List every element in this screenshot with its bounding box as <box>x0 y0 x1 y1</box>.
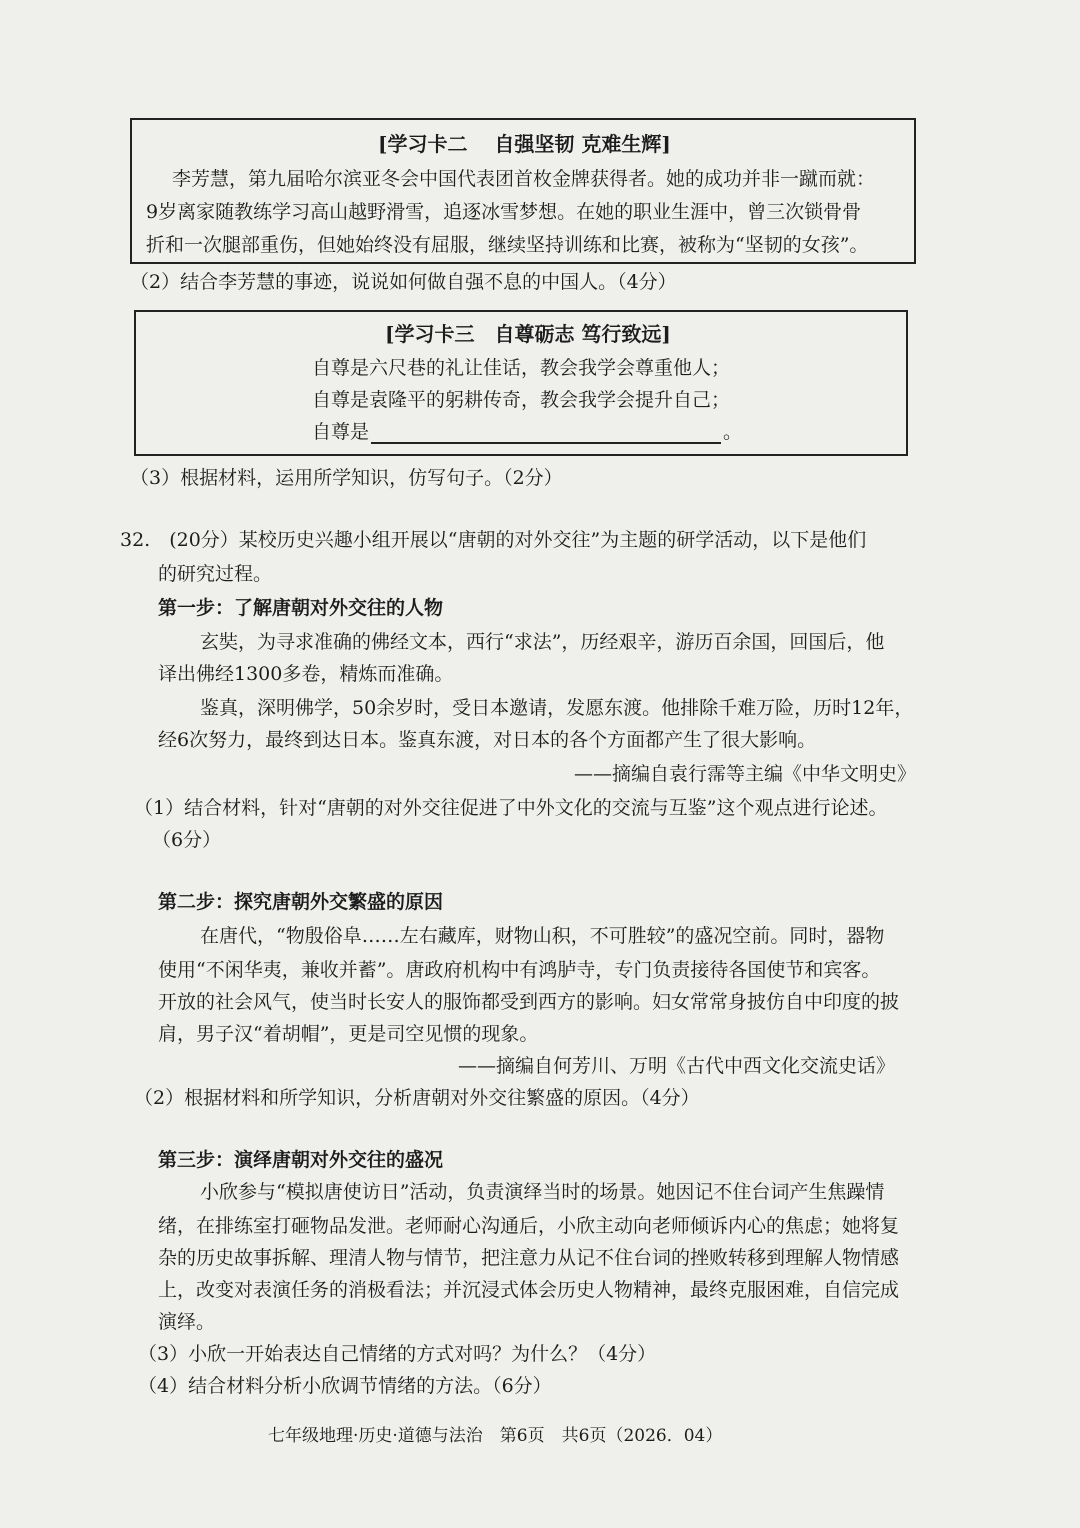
card-two-line-2: 9岁离家随教练学习高山越野滑雪，追逐冰雪梦想。在她的职业生涯中，曾三次锁骨骨 <box>146 201 862 223</box>
card-two-title: [学习卡二 自强坚韧 克难生辉] <box>378 132 671 156</box>
question-3-card: （3）根据材料，运用所学知识，仿写句子。（2分） <box>130 467 563 489</box>
question-32-intro: 32. (20分）某校历史兴趣小组开展以“唐朝的对外交往”为主题的研学活动，以下是他们 <box>120 529 867 551</box>
step-two-source: ——摘编自何芳川、万明《古代中西文化交流史话》 <box>458 1055 896 1077</box>
step-three-line-5: 演绎。 <box>158 1311 216 1333</box>
step-two-line-1: 在唐代，“物殷俗阜……左右藏库，财物山积，不可胜较”的盛况空前。同时，器物 <box>200 925 885 947</box>
card-three-line-2: 自尊是袁隆平的躬耕传奇，教会我学会提升自己； <box>312 389 731 411</box>
step-one-line-2: 译出佛经1300多卷，精炼而准确。 <box>158 663 454 685</box>
step-two-heading: 第二步：探究唐朝外交繁盛的原因 <box>158 891 444 913</box>
step-one-line-3: 鉴真，深明佛学，50余岁时，受日本邀请，发愿东渡。他排除千难万险，历时12年， <box>200 697 914 719</box>
card-three-title: [学习卡三 自尊砺志 笃行致远] <box>385 322 671 346</box>
card-three-line-1: 自尊是六尺巷的礼让佳话，教会我学会尊重他人； <box>312 357 731 379</box>
card-two-line-3: 折和一次腿部重伤，但她始终没有屈服，继续坚持训练和比赛，被称为“坚韧的女孩”。 <box>146 234 869 256</box>
step-two-line-2: 使用“不闲华夷，兼收并蓄”。唐政府机构中有鸿胪寺，专门负责接待各国使节和宾客。 <box>158 959 881 981</box>
step-three-line-4: 上，改变对表演任务的消极看法；并沉浸式体会历史人物精神，最终克服困难，自信完成 <box>158 1279 900 1301</box>
question-32-1: （1）结合材料，针对“唐朝的对外交往促进了中外文化的交流与互鉴”这个观点进行论述。 <box>134 797 888 819</box>
card-three-blank-line <box>312 420 742 444</box>
card-two-line-1: 李芳慧，第九届哈尔滨亚冬会中国代表团首枚金牌获得者。她的成功并非一蹴而就： <box>172 168 876 190</box>
step-one-heading: 第一步：了解唐朝对外交往的人物 <box>158 597 444 619</box>
step-two-line-4: 肩，男子汉“着胡帽”，更是司空见惯的现象。 <box>158 1023 539 1045</box>
step-one-line-1: 玄奘，为寻求准确的佛经文本，西行“求法”，历经艰辛，游历百余国，回国后，他 <box>200 631 885 653</box>
step-three-line-2: 绪，在排练室打砸物品发泄。老师耐心沟通后，小欣主动向老师倾诉内心的焦虑；她将复 <box>158 1215 900 1237</box>
question-32-intro-cont: 的研究过程。 <box>158 563 273 585</box>
question-2-card: （2）结合李芳慧的事迹，说说如何做自强不息的中国人。（4分） <box>130 271 677 293</box>
step-one-line-4: 经6次努力，最终到达日本。鉴真东渡，对日本的各个方面都产生了很大影响。 <box>158 729 817 751</box>
answer-blank[interactable] <box>371 424 721 444</box>
page-footer: 七年级地理·历史·道德与法治 第6页 共6页（2026．04） <box>268 1426 723 1446</box>
question-32-4: （4）结合材料分析小欣调节情绪的方法。（6分） <box>138 1375 552 1397</box>
step-three-line-3: 杂的历史故事拆解、理清人物与情节，把注意力从记不住台词的挫败转移到理解人物情感 <box>158 1247 900 1269</box>
card-three-blank-suffix: 。 <box>723 421 743 443</box>
question-32-1-score: （6分） <box>152 829 222 851</box>
card-three-blank-prefix: 自尊是 <box>312 421 370 443</box>
step-three-line-1: 小欣参与“模拟唐使访日”活动，负责演绎当时的场景。她因记不住台词产生焦躁情 <box>200 1181 885 1203</box>
question-32-2: （2）根据材料和所学知识，分析唐朝对外交往繁盛的原因。（4分） <box>134 1087 700 1109</box>
question-32-3: （3）小欣一开始表达自己情绪的方式对吗？为什么？（4分） <box>138 1343 657 1365</box>
step-two-line-3: 开放的社会风气，使当时长安人的服饰都受到西方的影响。妇女常常身披仿自中印度的披 <box>158 991 900 1013</box>
step-three-heading: 第三步：演绎唐朝对外交往的盛况 <box>158 1149 444 1171</box>
step-one-source: ——摘编自袁行霈等主编《中华文明史》 <box>574 763 917 785</box>
